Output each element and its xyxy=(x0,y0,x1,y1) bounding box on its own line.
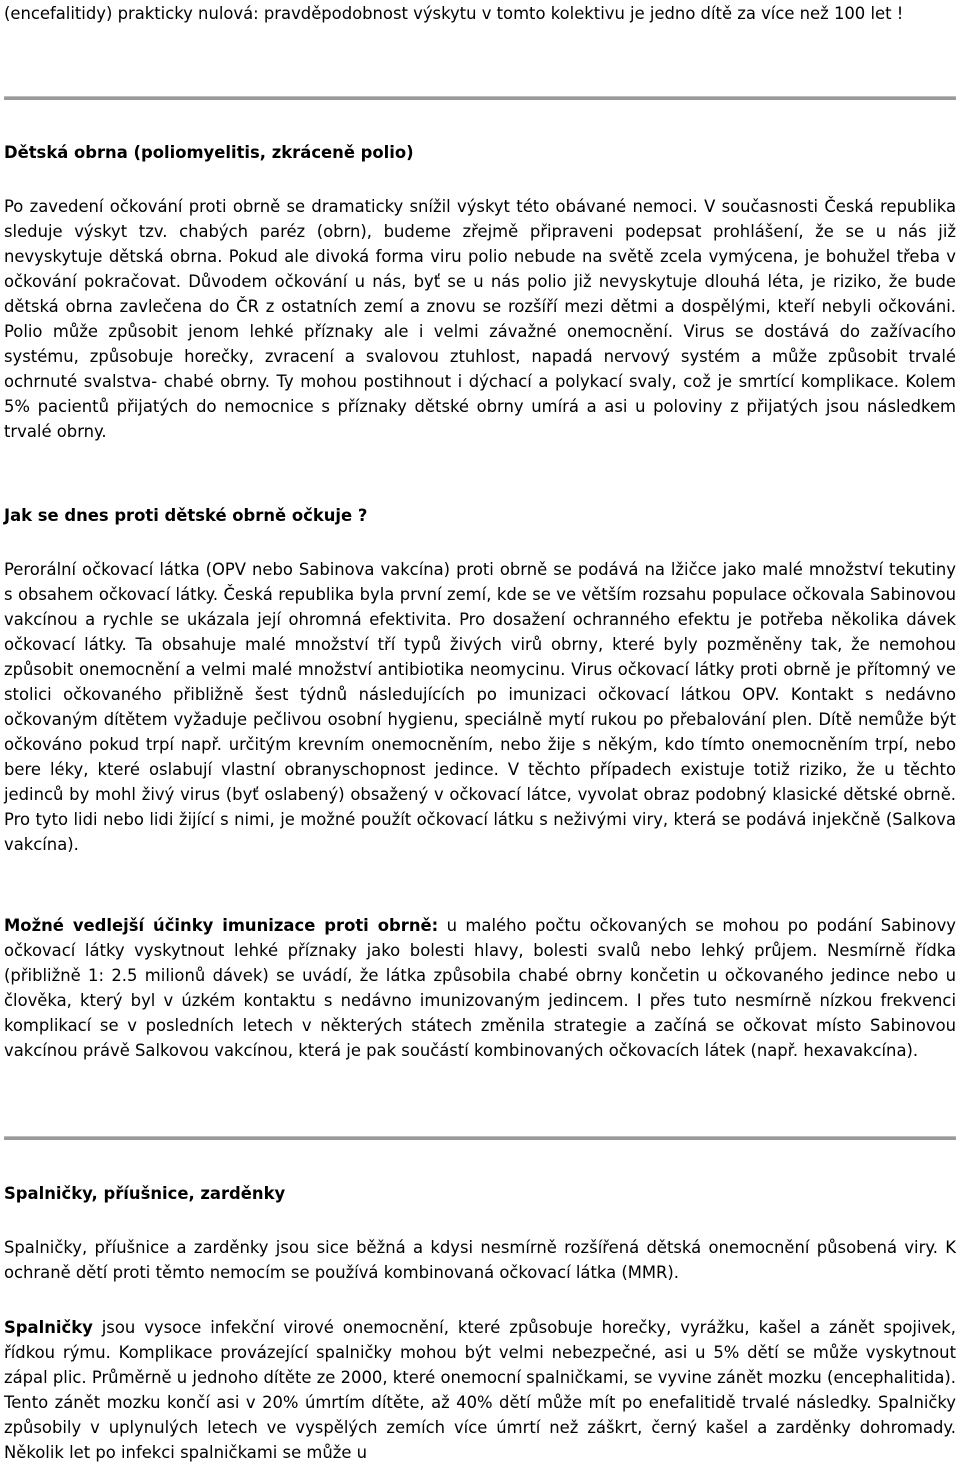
mmr-intro-paragraph: Spalničky, příušnice a zarděnky jsou sice běžná a kdysi nesmírně rozšířená dětská onemocnění působená viry. K ochraně dětí proti těmto nemocím se používá kombinovaná očkovací látka (MMR). xyxy=(4,1238,956,1282)
polio-vaccine-paragraph: Perorální očkovací látka (OPV nebo Sabinova vakcína) proti obrně se podává na lžičce jako malé množství tekutiny s obsahem očkovací látky. Česká republika byla první zemí, kde se ve větším rozsahu populace očkovala Sabinovou vakcínou a rychle se ukázala její ohromná efektivita. Pro dosažení ochranného efektu je potřeba několika dávek očkovací látky. Ta obsahuje malé množství tří typů živých virů obrny, které byly pozměněny tak, že nemohou způsobit onemocnění a velmi malé množství antibiotika neomycinu. Virus očkovací látky proti obrně je přítomný ve stolici očkovaného přibližně šest týdnů následujících po imunizaci očkovací látkou OPV. Kontakt s nedávno očkovaným dítětem vyžaduje pečlivou osobní hygienu, speciálně mytí rukou po přebalování plen. Dítě nemůže být očkováno pokud trpí např. určitým krevním onemocněním, nebo žije s někým, kdo tímto onemocněním trpí, nebo bere léky, které oslabují vlastní obranyschopnost jedince. V těchto případech existuje totiž riziko, že u těchto jedinců by mohl živý virus (byť oslabený) obsažený v očkovací látce, vyvolat obraz podobný klasické dětské obrně. Pro tyto lidi nebo lidi žijící s nimi, je možné použít očkovací látku s neživými viry, která se podává injekčně (Salkova vakcína). xyxy=(4,560,956,854)
measles-lead: Spalničky xyxy=(4,1318,93,1337)
polio-side-effects-paragraph xyxy=(4,913,956,1063)
horizontal-rule xyxy=(4,96,956,100)
polio-paragraph: Po zavedení očkování proti obrně se dramaticky snížil výskyt této obávané nemoci. V současnosti Česká republika sleduje výskyt tzv. chabých paréz (obrn), budeme zřejmě připraveni podepsat prohlášení, že se u nás již nevyskytuje dětská obrna. Pokud ale divoká forma viru polio nebude na světě zcela vymýcena, je bohužel třeba v očkování pokračovat. Důvodem očkování u nás, byť se u nás polio již nevyskytuje dlouhá léta, je riziko, že bude dětská obrna zavlečena do ČR z ostatních zemí a znovu se rozšíří mezi dětmi a dospělými, kteří nebyli očkováni. Polio může způsobit jenom lehké příznaky ale i velmi závažné onemocnění. Virus se dostává do zažívacího systému, způsobuje horečky, zvracení a svalovou ztuhlost, napadá nervový systém a může způsobit trvalé ochrnuté svalstva- chabé obrny. Ty mohou postihnout i dýchací a polykací svaly, což je smrtící komplikace. Kolem 5% pacientů přijatých do nemocnice s příznaky dětské obrny umírá a asi u poloviny z přijatých jsou následkem trvalé obrny. xyxy=(4,197,956,441)
polio-heading: Dětská obrna (poliomyelitis, zkráceně polio) xyxy=(4,143,414,162)
measles-paragraph xyxy=(4,1315,956,1465)
top-paragraph: (encefalitidy) prakticky nulová: pravděpodobnost výskytu v tomto kolektivu je jedno dítě za více než 100 let ! xyxy=(4,4,904,23)
side-effects-text: u malého počtu očkovaných se mohou po podání Sabinovy očkovací látky vyskytnout lehké příznaky jako bolesti hlavy, bolesti svalů nebo lehký průjem. Nesmírně řídka (přibližně 1: 2.5 milionů dávek) se uvádí, že látka způsobila chabé obrny končetin u očkovaného jedince nebo u člověka, který byl v úzkém kontaktu s nedávno imunizovaným jedincem. I přes tuto nesmírně nízkou frekvenci komplikací se v posledních letech v některých státech změnila strategie a začíná se očkovat místo Sabinovou vakcínou právě Salkovou vakcínou, která je pak součástí kombinovaných očkovacích látek (např. hexavakcína). xyxy=(4,916,956,1060)
polio-vaccine-heading: Jak se dnes proti dětské obrně očkuje ? xyxy=(4,506,368,525)
side-effects-lead: Možné vedlejší účinky imunizace proti obrně: xyxy=(4,916,439,935)
measles-text: jsou vysoce infekční virové onemocnění, které způsobuje horečky, vyrážku, kašel a zánět spojivek, řídkou rýmu. Komplikace provázející spalničky mohou být velmi nebezpečné, asi u 5% dětí se může vyskytnout zápal plic. Průměrně u jednoho dítěte ze 2000, které onemocní spalničkami, se vyvine zánět mozku (encephalitida). Tento zánět mozku končí asi v 20% úmrtím dítěte, až 40% dětí může mít po enefalitidě trvalé následky. Spalničky způsobily v uplynulých letech ve vyspělých zemích více úmrtí než záškrt, černý kašel a zarděnky dohromady. Několik let po infekci spalničkami se může u xyxy=(4,1318,956,1462)
horizontal-rule xyxy=(4,1136,956,1140)
mmr-heading: Spalničky, příušnice, zarděnky xyxy=(4,1184,286,1203)
